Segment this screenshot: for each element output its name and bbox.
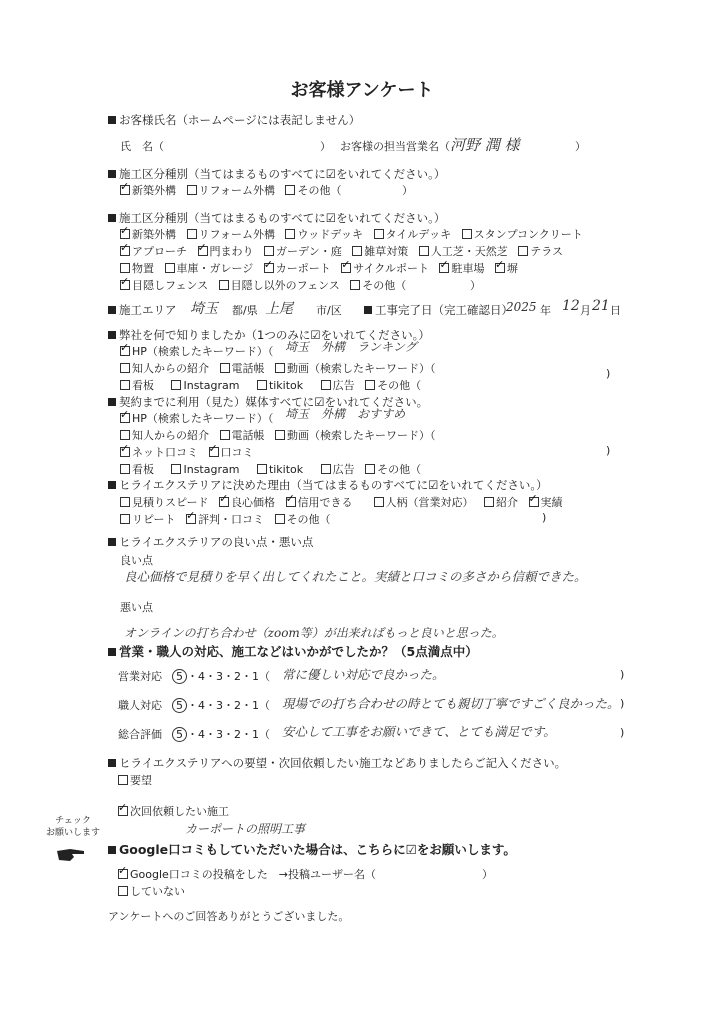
checkbox-ads[interactable]: 広告 <box>321 463 355 476</box>
type1-other-close: ） <box>402 184 413 197</box>
checkbox-tiktok[interactable]: tikitok <box>257 379 303 392</box>
section-heading-name: お客様氏名（ホームページには表記しません） <box>108 112 360 128</box>
section-heading-google: Google口コミもしていただいた場合は、こちらに☑をお願いします。 <box>108 840 516 858</box>
checkbox-referral[interactable]: 知人からの紹介 <box>120 362 209 375</box>
year-suffix: 年 <box>540 304 551 317</box>
rating-overall-comment[interactable]: 安心して工事をお願いできて、とても満足です。 <box>282 724 556 739</box>
type2-row1 <box>120 226 583 242</box>
media-row4 <box>120 461 421 477</box>
checkbox-repeat[interactable]: リピート <box>120 513 176 526</box>
checkbox-request[interactable]: 要望 <box>118 772 152 788</box>
selected-score: 5 <box>172 669 187 684</box>
prefecture-suffix: 都/県 <box>232 304 258 317</box>
section-heading-rating: 営業・職人の対応、施工などはいかがでしたか？（5点満点中） <box>108 642 478 660</box>
checkbox-phonebook[interactable]: 電話帳 <box>220 362 265 375</box>
checkbox-garage[interactable]: 車庫・ガレージ <box>165 262 254 275</box>
checkbox-other[interactable]: その他（ <box>365 463 421 476</box>
section-heading-type1: 施工区分種別（当てはまるものすべてに☑をいれてください。） <box>108 166 445 182</box>
good-point-label: 良い点 <box>120 554 153 567</box>
selected-score: 5 <box>172 698 187 713</box>
checkbox-other[interactable]: その他（ <box>365 379 421 392</box>
completion-year[interactable]: 2025 <box>506 300 537 314</box>
checkbox-phonebook[interactable]: 電話帳 <box>220 429 265 442</box>
checkbox-net-reviews[interactable]: ✓ネット口コミ <box>120 446 198 459</box>
checkbox-personality[interactable]: 人柄（営業対応） <box>374 496 474 509</box>
checkbox-instagram[interactable]: Instagram <box>171 463 239 476</box>
checkbox-weed[interactable]: 雑草対策 <box>352 245 408 258</box>
page-title: お客様アンケート <box>290 80 434 101</box>
sales-rep-label: お客様の担当営業名（ <box>340 140 450 153</box>
section-heading-reason: ヒライエクステリアに決めた理由（当てはまるものすべてに☑をいれてください。） <box>108 477 548 493</box>
hp-keyword-value[interactable]: 埼玉 外構 ランキング <box>285 340 417 354</box>
rating-craftsman-scale[interactable]: 5 ・4・3・2・1（ <box>172 697 270 713</box>
rating-overall-label: 総合評価 <box>118 728 162 741</box>
checkbox-fair-price[interactable]: ✓ 良心価格 <box>219 496 275 509</box>
check-please-badge <box>46 815 100 839</box>
type2-row3 <box>120 260 518 276</box>
checkbox-tiktok[interactable]: tikitok <box>257 463 303 476</box>
checkbox-google-posted[interactable]: ✓Google口コミの投稿をした →投稿ユーザー名（ <box>118 866 376 882</box>
checkbox-reviews[interactable]: ✓ 口コミ <box>209 446 254 459</box>
section-heading-media: 契約までに利用（見た）媒体すべてに☑をいれてください。 <box>108 394 428 410</box>
reason-row1 <box>120 494 563 510</box>
checkbox-new-build[interactable]: ✓新築外構 <box>120 228 176 241</box>
city-value[interactable]: 上尾 <box>265 301 293 317</box>
checkbox-video[interactable]: 動画（検索したキーワード）（ <box>275 362 436 375</box>
checkbox-gate[interactable]: ✓ 門まわり <box>198 245 254 258</box>
how-known-row3 <box>120 377 421 393</box>
checkbox-reform[interactable]: リフォーム外構 <box>187 228 275 241</box>
name-field[interactable]: 氏 名（ <box>120 140 164 153</box>
completion-month[interactable]: 12 <box>562 298 580 314</box>
checkbox-turf[interactable]: 人工芝・天然芝 <box>419 245 508 258</box>
rating-craftsman-label: 職人対応 <box>118 699 162 712</box>
section-heading-area: 施工エリア <box>108 302 177 318</box>
day-suffix: 日 <box>610 304 621 317</box>
checkbox-reform[interactable]: リフォーム外構 <box>187 184 275 197</box>
checkbox-instagram[interactable]: Instagram <box>171 379 239 392</box>
checkbox-trustworthy[interactable]: ✓ 信用できる <box>286 496 353 509</box>
checkbox-quote-speed[interactable]: 見積りスピード <box>120 496 209 509</box>
checkbox-carport[interactable]: ✓ カーポート <box>264 262 331 275</box>
checkbox-parking[interactable]: ✓ 駐車場 <box>439 262 484 275</box>
bad-point-value[interactable]: オンラインの打ち合わせ（zoom等）が出来ればもっと良いと思った。 <box>124 626 504 640</box>
sales-rep-value[interactable]: 河野 潤 様 <box>450 136 520 154</box>
checkbox-video[interactable]: 動画（検索したキーワード）（ <box>275 429 436 442</box>
checkbox-referral[interactable]: 知人からの紹介 <box>120 429 209 442</box>
checkbox-signboard[interactable]: 看板 <box>120 463 154 476</box>
next-work-value[interactable]: カーポートの照明工事 <box>185 822 306 836</box>
media-row3 <box>120 444 254 460</box>
bad-point-label: 悪い点 <box>120 601 153 614</box>
how-known-row2 <box>120 360 436 376</box>
rating-sales-comment[interactable]: 常に優しい対応で良かった。 <box>282 667 445 682</box>
rating-sales-close: ) <box>620 668 625 681</box>
rating-craftsman-close: ) <box>620 697 625 710</box>
month-suffix: 月 <box>580 304 591 317</box>
media-close: ) <box>606 444 611 457</box>
type2-other-close: ） <box>470 279 481 292</box>
checkbox-approach[interactable]: ✓アプローチ <box>120 245 187 258</box>
checkbox-ads[interactable]: 広告 <box>321 379 355 392</box>
good-point-value[interactable]: 良心価格で見積りを早く出してくれたこと。実績と口コミの多さから信頼できた。 <box>124 569 587 584</box>
checkbox-terrace[interactable]: テラス <box>518 245 563 258</box>
checkbox-privacy-fence[interactable]: ✓目隠しフェンス <box>120 279 208 292</box>
checkbox-wall[interactable]: ✓ 塀 <box>495 262 518 275</box>
rating-overall-close: ) <box>620 726 625 739</box>
checkbox-next-work[interactable]: ✓次回依頼したい施工 <box>118 803 229 819</box>
completion-day[interactable]: 21 <box>592 298 610 314</box>
checkbox-hp[interactable]: ✓HP（検索したキーワード）（ <box>120 410 273 426</box>
checkbox-storage[interactable]: 物置 <box>120 262 154 275</box>
type1-options <box>120 182 341 198</box>
checkbox-other[interactable]: その他（ <box>350 279 406 292</box>
checkbox-reputation[interactable]: ✓ 評判・口コミ <box>186 513 264 526</box>
reason-close: ) <box>542 511 547 524</box>
checkbox-introduction[interactable]: 紹介 <box>484 496 518 509</box>
checkbox-hp[interactable]: ✓HP（検索したキーワード）（ <box>120 343 273 359</box>
checkbox-cycleport[interactable]: ✓ サイクルポート <box>341 262 429 275</box>
checkbox-signboard[interactable]: 看板 <box>120 379 154 392</box>
checkbox-wood-deck[interactable]: ウッドデッキ <box>285 228 363 241</box>
checkbox-google-not[interactable]: していない <box>118 883 185 899</box>
checkbox-other[interactable]: その他（ <box>285 184 341 197</box>
pointing-hand-icon <box>56 845 86 863</box>
checkbox-new-build[interactable]: ✓新築外構 <box>120 184 176 197</box>
footer-thanks: アンケートへのご回答ありがとうございました。 <box>108 910 350 923</box>
rating-sales-label: 営業対応 <box>118 670 162 683</box>
city-suffix: 市/区 <box>316 304 342 317</box>
checkbox-other-fence[interactable]: 目隠し以外のフェンス <box>219 279 340 292</box>
checkbox-track-record[interactable]: ✓ 実績 <box>529 496 563 509</box>
section-heading-how-known: 弊社を何で知りましたか（1つのみに☑をいれてください。） <box>108 327 430 343</box>
checkbox-tile-deck[interactable]: タイルデッキ <box>374 228 452 241</box>
checkbox-garden[interactable]: ガーデン・庭 <box>264 245 342 258</box>
hp-keyword-value[interactable]: 埼玉 外構 おすすめ <box>285 407 406 421</box>
type2-row4 <box>120 277 406 293</box>
rating-craftsman-comment[interactable]: 現場での打ち合わせの時とても親切丁寧ですごく良かった。 <box>282 696 620 711</box>
google-posted-close: ） <box>482 868 493 881</box>
rating-overall-scale[interactable]: 5 ・4・3・2・1（ <box>172 726 270 742</box>
type2-row2 <box>120 243 563 259</box>
badge-line-2: お願いします <box>46 828 101 838</box>
name-field-close: ） <box>320 140 331 153</box>
selected-score: 5 <box>172 727 187 742</box>
section-heading-good-bad: ヒライエクステリアの良い点・悪い点 <box>108 534 313 550</box>
badge-line-1: チェック <box>55 816 91 826</box>
section-heading-request: ヒライエクステリアへの要望・次回依頼したい施工などありましたらご記入ください。 <box>108 755 566 771</box>
section-heading-completion: 工事完了日（完工確認日） <box>364 302 513 318</box>
section-heading-type2: 施工区分種別（当てはまるものすべてに☑をいれてください。） <box>108 210 445 226</box>
checkbox-other[interactable]: その他（ <box>275 513 331 526</box>
checkbox-stamp-concrete[interactable]: スタンプコンクリート <box>462 228 583 241</box>
how-known-close: ) <box>606 367 611 380</box>
prefecture-value[interactable]: 埼玉 <box>190 301 218 317</box>
sales-rep-close: ） <box>575 140 586 153</box>
rating-sales-scale[interactable]: 5 ・4・3・2・1（ <box>172 668 270 684</box>
reason-row2 <box>120 511 331 527</box>
media-row2 <box>120 427 436 443</box>
